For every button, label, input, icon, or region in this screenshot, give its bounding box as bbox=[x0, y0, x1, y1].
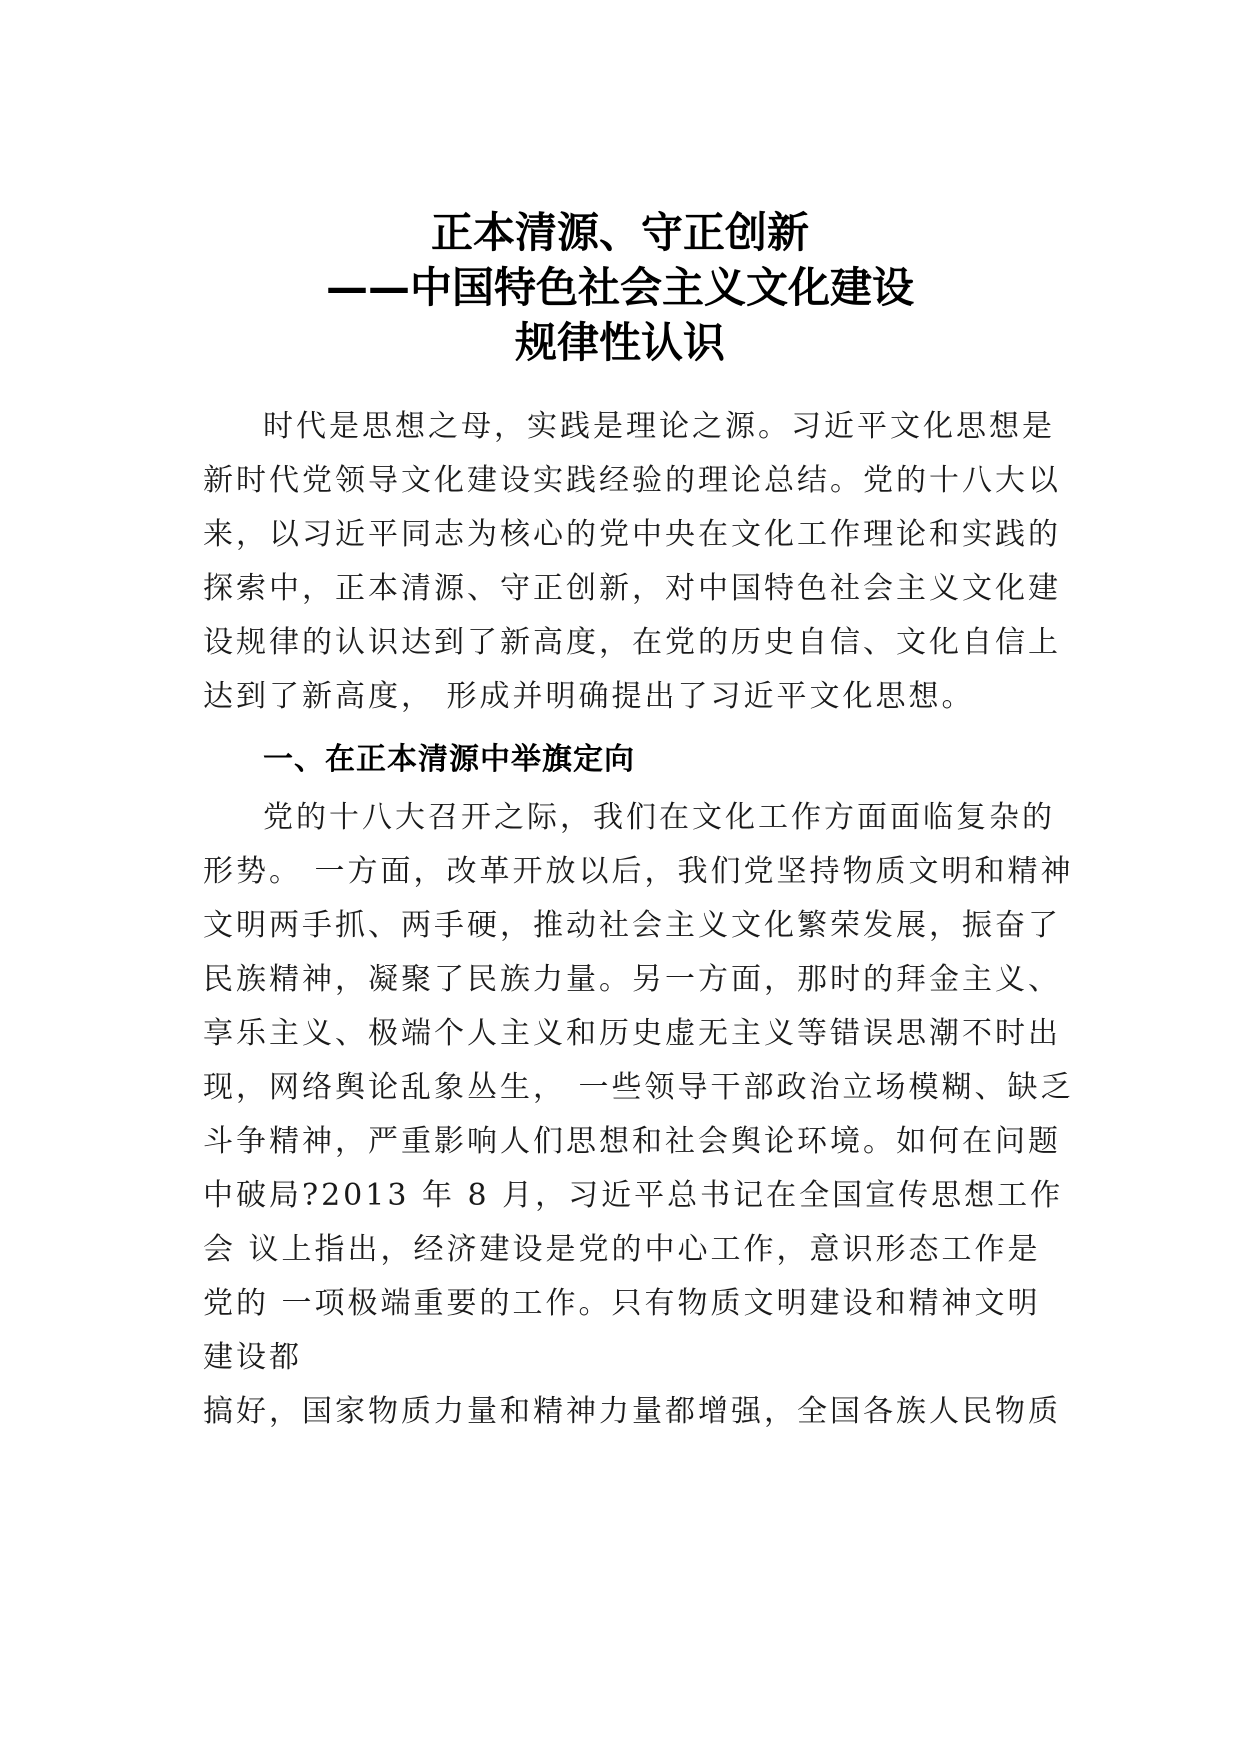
paragraph-2-line: 民族精神，凝聚了民族力量。另一方面，那时的拜金主义、 bbox=[203, 962, 1061, 997]
paragraph-1-line: 来，以习近平同志为核心的党中央在文化工作理论和实践的 bbox=[203, 517, 1061, 552]
paragraph-1-line: 探索中，正本清源、守正创新，对中国特色社会主义文化建 bbox=[203, 571, 1061, 606]
title-line-main: 正本清源、守正创新 bbox=[430, 208, 809, 257]
paragraph-2-line: 中破局?2013 年 8 月，习近平总书记在全国宣传思想工作 bbox=[203, 1178, 1064, 1213]
paragraph-2-line: 斗争精神，严重影响人们思想和社会舆论环境。如何在问题 bbox=[203, 1124, 1061, 1159]
document-title bbox=[0, 205, 1240, 370]
paragraph-2-line: 形势。 一方面，改革开放以后，我们党坚持物质文明和精神 bbox=[203, 854, 1074, 889]
paragraph-2-line: 党的 一项极端重要的工作。只有物质文明建设和精神文明 bbox=[203, 1286, 1041, 1321]
paragraph-2-line: 会 议上指出，经济建设是党的中心工作，意识形态工作是 bbox=[203, 1232, 1041, 1267]
paragraph-2-line: 搞好，国家物质力量和精神力量都增强，全国各族人民物质 bbox=[203, 1394, 1061, 1429]
paragraph-1-line: 设规律的认识达到了新高度，在党的历史自信、文化自信上 bbox=[203, 625, 1061, 660]
paragraph-2-line: 文明两手抓、两手硬，推动社会主义文化繁荣发展，振奋了 bbox=[203, 908, 1061, 943]
paragraph-2-line: 党的十八大召开之际，我们在文化工作方面面临复杂的 bbox=[263, 800, 1055, 835]
paragraph-1-line: 时代是思想之母，实践是理论之源。习近平文化思想是 bbox=[263, 409, 1055, 444]
paragraph-1-line: 新时代党领导文化建设实践经验的理论总结。党的十八大以 bbox=[203, 463, 1061, 498]
paragraph-2-line: 现，网络舆论乱象丛生， 一些领导干部政治立场模糊、缺乏 bbox=[203, 1070, 1074, 1105]
title-line-subtitle-end: 规律性认识 bbox=[514, 318, 725, 367]
section-heading-text: 一、在正本清源中举旗定向 bbox=[263, 742, 635, 777]
paragraph-2-line: 享乐主义、极端个人主义和历史虚无主义等错误思潮不时出 bbox=[203, 1016, 1061, 1051]
paragraph-1-line: 达到了新高度， 形成并明确提出了习近平文化思想。 bbox=[203, 679, 975, 714]
title-line-subtitle: ——中国特色社会主义文化建设 bbox=[325, 263, 914, 312]
paragraph-2-line: 建设都 bbox=[203, 1340, 302, 1375]
